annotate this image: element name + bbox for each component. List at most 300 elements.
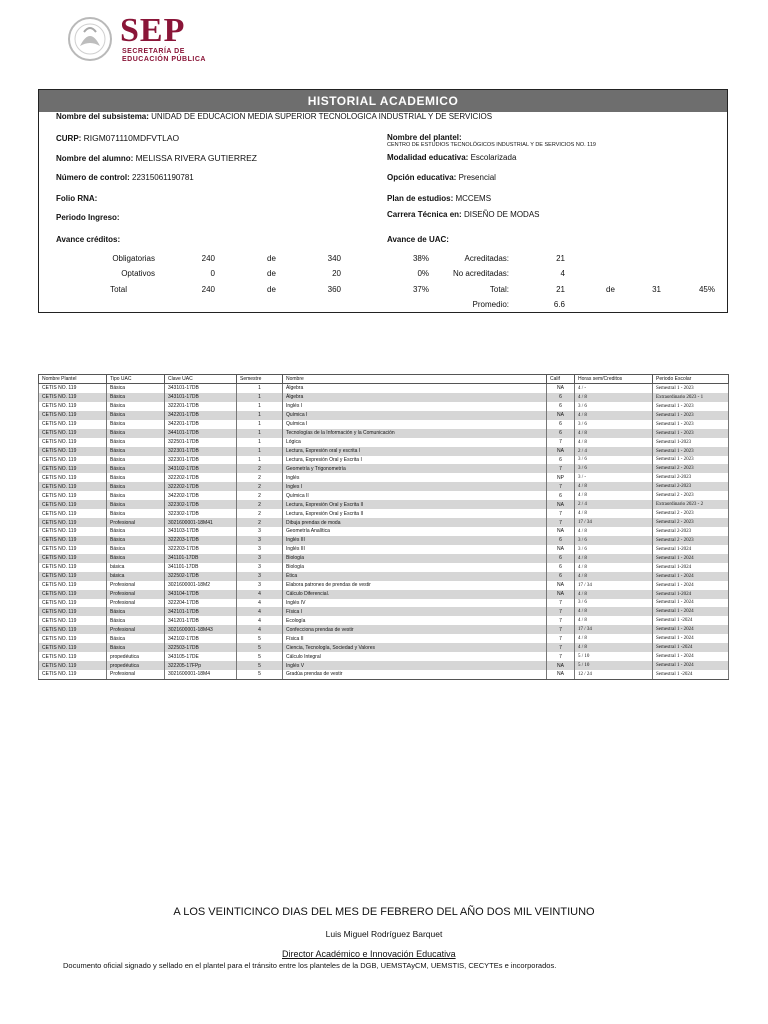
promedio-value: 6.6 <box>553 300 565 309</box>
cell-tipo: Básica <box>107 545 165 554</box>
cell-tipo: básica <box>107 563 165 572</box>
table-row <box>39 545 729 554</box>
col-header-semestre: Semestre <box>237 375 283 384</box>
cell-semestre: 4 <box>237 599 283 608</box>
cell-horas: 4 / 8 <box>575 429 653 438</box>
cell-nombre: Física II <box>283 634 547 643</box>
cell-clave: 343102-17DB <box>165 464 237 473</box>
cell-horas: 4 / 8 <box>575 509 653 518</box>
cell-plantel: CETIS NO. 119 <box>39 607 107 616</box>
alumno-value: MELISSA RIVERA GUTIERREZ <box>135 153 257 163</box>
table-row <box>39 563 729 572</box>
cell-tipo: Básica <box>107 384 165 393</box>
cell-tipo: Básica <box>107 447 165 456</box>
cell-nombre: Gradúa prendas de vestir <box>283 670 547 679</box>
cell-tipo: básica <box>107 572 165 581</box>
cell-clave: 322503-17DB <box>165 643 237 652</box>
cell-calif: 7 <box>547 518 575 527</box>
cell-plantel: CETIS NO. 119 <box>39 634 107 643</box>
credit-label: Obligatorias <box>112 254 155 263</box>
carrera-value: DISEÑO DE MODAS <box>463 210 540 219</box>
cell-semestre: 1 <box>237 456 283 465</box>
grades-body <box>39 384 729 680</box>
cell-tipo: Básica <box>107 509 165 518</box>
cell-clave: 3021600001-18M4 <box>165 670 237 679</box>
cell-nombre: Geometría y Trigonometría <box>283 464 547 473</box>
cell-calif: NA <box>547 590 575 599</box>
cell-periodo: Semestral 1 - 2024 <box>653 652 729 661</box>
cell-plantel: CETIS NO. 119 <box>39 402 107 411</box>
cell-semestre: 1 <box>237 420 283 429</box>
cell-periodo: Semestral 2 - 2023 <box>653 464 729 473</box>
opcion-label: Opción educativa: <box>387 173 457 182</box>
table-row <box>39 652 729 661</box>
sep-subtitle-line1: SECRETARÍA DE <box>122 48 185 55</box>
cell-semestre: 1 <box>237 411 283 420</box>
eagle-seal-icon <box>66 16 114 62</box>
cell-plantel: CETIS NO. 119 <box>39 661 107 670</box>
plantel-label: Nombre del plantel: <box>387 133 462 142</box>
cell-tipo: Básica <box>107 464 165 473</box>
cell-calif: NP <box>547 473 575 482</box>
cell-plantel: CETIS NO. 119 <box>39 438 107 447</box>
cell-periodo: Semestral 1 - 2023 <box>653 420 729 429</box>
cell-horas: 4 / 8 <box>575 554 653 563</box>
cell-calif: 6 <box>547 393 575 402</box>
table-row <box>39 527 729 536</box>
plantel-field <box>387 133 462 142</box>
cell-tipo: Básica <box>107 411 165 420</box>
table-row <box>39 500 729 509</box>
cell-periodo: Semestral 1 - 2024 <box>653 599 729 608</box>
cell-periodo: Semestral 1-2024 <box>653 545 729 554</box>
cell-clave: 322302-17DB <box>165 509 237 518</box>
cell-tipo: propedéutica <box>107 652 165 661</box>
cell-calif: 6 <box>547 429 575 438</box>
cell-nombre: Física I <box>283 607 547 616</box>
cell-tipo: Básica <box>107 500 165 509</box>
cell-tipo: Básica <box>107 482 165 491</box>
cell-calif: 6 <box>547 420 575 429</box>
cell-calif: NA <box>547 527 575 536</box>
cell-plantel: CETIS NO. 119 <box>39 411 107 420</box>
cell-plantel: CETIS NO. 119 <box>39 429 107 438</box>
cell-calif: NA <box>547 661 575 670</box>
cell-horas: 17 / 34 <box>575 625 653 634</box>
cell-nombre: Confecciona prendas de vestir <box>283 625 547 634</box>
uac-value: 21 <box>556 285 565 294</box>
table-row <box>39 384 729 393</box>
table-row <box>39 464 729 473</box>
cell-horas: 4 / 8 <box>575 411 653 420</box>
table-row <box>39 554 729 563</box>
cell-clave: 342201-17DB <box>165 420 237 429</box>
cell-semestre: 3 <box>237 536 283 545</box>
cell-periodo: Semestral 1 -2024 <box>653 616 729 625</box>
cell-nombre: Cálculo Integral <box>283 652 547 661</box>
plan-label: Plan de estudios: <box>387 194 454 203</box>
table-row <box>39 536 729 545</box>
cell-periodo: Extraordinario 2023 - 1 <box>653 393 729 402</box>
cell-periodo: Semestral 1 - 2024 <box>653 572 729 581</box>
table-row <box>39 581 729 590</box>
sep-logo <box>66 12 236 63</box>
cell-tipo: Profesional <box>107 625 165 634</box>
cell-clave: 322501-17DB <box>165 438 237 447</box>
cell-calif: 7 <box>547 438 575 447</box>
cell-semestre: 3 <box>237 563 283 572</box>
cell-horas: 17 / 34 <box>575 581 653 590</box>
cell-plantel: CETIS NO. 119 <box>39 545 107 554</box>
credit-pct: 37% <box>412 285 429 294</box>
cell-nombre: Álgebra <box>283 393 547 402</box>
cell-plantel: CETIS NO. 119 <box>39 500 107 509</box>
cell-tipo: Básica <box>107 554 165 563</box>
cell-nombre: Lectura, Expresión Oral y Escrita I <box>283 456 547 465</box>
col-header-tipo: Tipo UAC <box>107 375 165 384</box>
cell-plantel: CETIS NO. 119 <box>39 456 107 465</box>
table-row <box>39 509 729 518</box>
cell-horas: 4 / 8 <box>575 482 653 491</box>
cell-periodo: Semestral 1 - 2024 <box>653 634 729 643</box>
opcion-value: Presencial <box>458 173 496 182</box>
cell-nombre: Inglés IV <box>283 599 547 608</box>
cell-nombre: Inglés I <box>283 402 547 411</box>
cell-plantel: CETIS NO. 119 <box>39 482 107 491</box>
cell-nombre: Química I <box>283 411 547 420</box>
cell-horas: 3 / 6 <box>575 420 653 429</box>
carrera-label: Carrera Técnica en: <box>387 210 462 219</box>
cell-clave: 342101-17DB <box>165 607 237 616</box>
cell-semestre: 1 <box>237 438 283 447</box>
credit-pct: 0% <box>417 269 429 278</box>
cell-calif: 6 <box>547 456 575 465</box>
cell-tipo: Básica <box>107 491 165 500</box>
cell-clave: 322204-17DB <box>165 599 237 608</box>
cell-calif: 7 <box>547 625 575 634</box>
cell-horas: 3 / 6 <box>575 599 653 608</box>
cell-nombre: Lectura, Expresión Oral y Escrita II <box>283 509 547 518</box>
cell-semestre: 2 <box>237 491 283 500</box>
cell-horas: 3 / - <box>575 473 653 482</box>
cell-periodo: Semestral 1 - 2023 <box>653 402 729 411</box>
cell-nombre: Geometría Analítica <box>283 527 547 536</box>
creditos-label: Avance créditos: <box>56 235 121 244</box>
cell-clave: 322302-17DB <box>165 500 237 509</box>
cell-clave: 341201-17DB <box>165 616 237 625</box>
cell-plantel: CETIS NO. 119 <box>39 652 107 661</box>
cell-semestre: 5 <box>237 643 283 652</box>
cell-horas: 4 / 8 <box>575 563 653 572</box>
uac-label-text: Total: <box>489 285 509 294</box>
uac-de: de <box>606 285 615 294</box>
table-row <box>39 402 729 411</box>
table-row <box>39 491 729 500</box>
cell-periodo: Semestral 1-2024 <box>653 563 729 572</box>
cell-periodo: Semestral 1 - 2023 <box>653 447 729 456</box>
closing-statement: A LOS VEINTICINCO DIAS DEL MES DE FEBRERO DEL AÑO DOS MIL VEINTIUNO <box>173 906 595 918</box>
cell-tipo: Profesional <box>107 590 165 599</box>
cell-semestre: 4 <box>237 590 283 599</box>
cell-periodo: Extraordinario 2023 - 2 <box>653 500 729 509</box>
cell-nombre: Cálculo Diferencial. <box>283 590 547 599</box>
cell-semestre: 2 <box>237 482 283 491</box>
cell-semestre: 1 <box>237 402 283 411</box>
table-row <box>39 643 729 652</box>
cell-horas: 4 / 8 <box>575 393 653 402</box>
curp-label: CURP: <box>56 134 82 143</box>
cell-horas: 3 / 6 <box>575 536 653 545</box>
cell-horas: 4 / 8 <box>575 491 653 500</box>
cell-clave: 322203-17DB <box>165 536 237 545</box>
cell-tipo: Básica <box>107 429 165 438</box>
cell-horas: 17 / 34 <box>575 518 653 527</box>
cell-clave: 3021600001-18M43 <box>165 625 237 634</box>
sep-wordmark: SEP <box>120 12 186 49</box>
cell-calif: 7 <box>547 464 575 473</box>
cell-calif: 7 <box>547 634 575 643</box>
cell-nombre: Álgebra <box>283 384 547 393</box>
cell-horas: 5 / 10 <box>575 652 653 661</box>
credit-value: 240 <box>201 254 215 263</box>
credit-total: 340 <box>327 254 341 263</box>
cell-calif: 7 <box>547 643 575 652</box>
cell-calif: 6 <box>547 536 575 545</box>
cell-clave: 3021600001-18M41 <box>165 518 237 527</box>
cell-nombre: Ciencia, Tecnología, Sociedad y Valores <box>283 643 547 652</box>
cell-calif: NA <box>547 581 575 590</box>
table-row <box>39 634 729 643</box>
periodo-field <box>56 213 120 222</box>
cell-plantel: CETIS NO. 119 <box>39 536 107 545</box>
table-row <box>39 590 729 599</box>
cell-horas: 4 / 8 <box>575 590 653 599</box>
cell-horas: 3 / 6 <box>575 402 653 411</box>
cell-horas: 4 / 8 <box>575 616 653 625</box>
modalidad-label: Modalidad educativa: <box>387 153 469 162</box>
plantel-value: CENTRO DE ESTUDIOS TECNOLÓGICOS INDUSTRIAL Y DE SERVICIOS NO. 119 <box>387 142 596 148</box>
grades-header-row <box>39 375 729 384</box>
cell-periodo: Semestral 2-2023 <box>653 482 729 491</box>
cell-semestre: 2 <box>237 518 283 527</box>
cell-tipo: Básica <box>107 438 165 447</box>
cell-calif: 7 <box>547 607 575 616</box>
cell-tipo: Básica <box>107 643 165 652</box>
cell-horas: 4 / - <box>575 384 653 393</box>
cell-clave: 343103-17DB <box>165 527 237 536</box>
legal-note: Documento oficial signado y sellado en el plantel para el tránsito entre los planteles de la DGB, UEMSTAyCM, UEMSTIS, CECYTEs e incorporados. <box>63 961 557 970</box>
credit-de: de <box>267 254 276 263</box>
cell-nombre: Biología <box>283 563 547 572</box>
cell-semestre: 3 <box>237 581 283 590</box>
cell-tipo: Básica <box>107 456 165 465</box>
cell-clave: 343101-17DB <box>165 393 237 402</box>
cell-calif: NA <box>547 500 575 509</box>
cell-nombre: Ética <box>283 572 547 581</box>
cell-horas: 2 / 4 <box>575 447 653 456</box>
table-row <box>39 429 729 438</box>
cell-tipo: propedéutica <box>107 661 165 670</box>
cell-plantel: CETIS NO. 119 <box>39 554 107 563</box>
cell-clave: 344101-17DB <box>165 429 237 438</box>
col-header-nombre: Nombre <box>283 375 547 384</box>
cell-tipo: Básica <box>107 473 165 482</box>
cell-periodo: Semestral 1 - 2023 <box>653 456 729 465</box>
cell-calif: NA <box>547 384 575 393</box>
cell-periodo: Semestral 1-2024 <box>653 590 729 599</box>
periodo-label: Periodo Ingreso: <box>56 213 120 222</box>
cell-nombre: Biología <box>283 554 547 563</box>
cell-plantel: CETIS NO. 119 <box>39 599 107 608</box>
table-row <box>39 518 729 527</box>
cell-periodo: Semestral 2 - 2023 <box>653 491 729 500</box>
uac-label-text: No acreditadas: <box>452 269 509 278</box>
cell-periodo: Semestral 1 - 2024 <box>653 625 729 634</box>
grades-table <box>38 374 729 680</box>
cell-semestre: 2 <box>237 509 283 518</box>
cell-semestre: 4 <box>237 625 283 634</box>
col-header-plantel: Nombre Plantel <box>39 375 107 384</box>
credit-de: de <box>267 269 276 278</box>
col-header-periodo: Periodo Escolar <box>653 375 729 384</box>
cell-semestre: 3 <box>237 527 283 536</box>
cell-clave: 341101-17DB <box>165 554 237 563</box>
cell-clave: 342201-17DB <box>165 411 237 420</box>
cell-plantel: CETIS NO. 119 <box>39 447 107 456</box>
cell-semestre: 5 <box>237 661 283 670</box>
cell-tipo: Profesional <box>107 670 165 679</box>
cell-tipo: Básica <box>107 393 165 402</box>
uac-total: 31 <box>652 285 661 294</box>
credit-value: 240 <box>201 285 215 294</box>
uac-pct: 45% <box>698 285 715 294</box>
cell-clave: 322301-17DB <box>165 456 237 465</box>
cell-tipo: Básica <box>107 536 165 545</box>
academic-record-box <box>38 89 728 313</box>
uac-value: 21 <box>556 254 565 263</box>
credit-total: 360 <box>327 285 341 294</box>
col-header-calif: Calif <box>547 375 575 384</box>
cell-horas: 4 / 8 <box>575 572 653 581</box>
uac-label-text: Acreditadas: <box>464 254 509 263</box>
cell-plantel: CETIS NO. 119 <box>39 420 107 429</box>
cell-semestre: 5 <box>237 652 283 661</box>
cell-plantel: CETIS NO. 119 <box>39 393 107 402</box>
cell-plantel: CETIS NO. 119 <box>39 643 107 652</box>
record-title: HISTORIAL ACADEMICO <box>39 90 727 112</box>
cell-semestre: 2 <box>237 500 283 509</box>
table-row <box>39 607 729 616</box>
opcion-field <box>387 173 496 182</box>
cell-nombre: Lectura, Expresión oral y escrita I <box>283 447 547 456</box>
cell-calif: 7 <box>547 599 575 608</box>
cell-nombre: Elabora patrones de prendas de vestir <box>283 581 547 590</box>
cell-horas: 5 / 10 <box>575 661 653 670</box>
table-row <box>39 438 729 447</box>
cell-tipo: Básica <box>107 420 165 429</box>
cell-plantel: CETIS NO. 119 <box>39 509 107 518</box>
cell-nombre: Lectura, Expresión Oral y Escrita II <box>283 500 547 509</box>
cell-nombre: Inglés III <box>283 545 547 554</box>
cell-calif: NA <box>547 545 575 554</box>
cell-semestre: 5 <box>237 634 283 643</box>
curp-field <box>56 133 179 143</box>
cell-periodo: Semestral 2 - 2023 <box>653 536 729 545</box>
cell-clave: 322502-17DB <box>165 572 237 581</box>
table-row <box>39 411 729 420</box>
cell-semestre: 4 <box>237 607 283 616</box>
table-row <box>39 670 729 679</box>
table-row <box>39 625 729 634</box>
cell-nombre: Inglés <box>283 473 547 482</box>
modalidad-value: Escolarizada <box>470 153 517 162</box>
cell-periodo: Semestral 2-2023 <box>653 473 729 482</box>
cell-plantel: CETIS NO. 119 <box>39 518 107 527</box>
cell-clave: 322201-17DB <box>165 402 237 411</box>
table-row <box>39 393 729 402</box>
cell-plantel: CETIS NO. 119 <box>39 473 107 482</box>
cell-plantel: CETIS NO. 119 <box>39 670 107 679</box>
cell-calif: 7 <box>547 509 575 518</box>
cell-calif: NA <box>547 447 575 456</box>
cell-clave: 322202-17DB <box>165 473 237 482</box>
curp-value: RIGM071110MDFVTLAO <box>83 133 180 143</box>
cell-calif: 6 <box>547 402 575 411</box>
cell-periodo: Semestral 1 -2024 <box>653 643 729 652</box>
cell-plantel: CETIS NO. 119 <box>39 384 107 393</box>
cell-periodo: Semestral 1 -2024 <box>653 670 729 679</box>
cell-clave: 322301-17DB <box>165 447 237 456</box>
folio-field <box>56 194 97 203</box>
folio-label: Folio RNA: <box>56 194 98 203</box>
cell-periodo: Semestral 1-2023 <box>653 438 729 447</box>
signer-name: Luis Miguel Rodríguez Barquet <box>325 929 443 939</box>
cell-clave: 343101-17DB <box>165 384 237 393</box>
cell-horas: 4 / 8 <box>575 607 653 616</box>
col-header-clave: Clave UAC <box>165 375 237 384</box>
cell-plantel: CETIS NO. 119 <box>39 625 107 634</box>
cell-semestre: 2 <box>237 473 283 482</box>
cell-semestre: 1 <box>237 447 283 456</box>
cell-tipo: Básica <box>107 527 165 536</box>
plan-field <box>387 194 491 203</box>
table-row <box>39 420 729 429</box>
cell-plantel: CETIS NO. 119 <box>39 491 107 500</box>
sep-subtitle <box>122 48 206 64</box>
control-field <box>56 173 194 182</box>
cell-calif: 6 <box>547 572 575 581</box>
cell-nombre: Ecología <box>283 616 547 625</box>
table-row <box>39 456 729 465</box>
credit-pct: 38% <box>412 254 429 263</box>
cell-plantel: CETIS NO. 119 <box>39 616 107 625</box>
table-row <box>39 599 729 608</box>
cell-clave: 322205-17FPp <box>165 661 237 670</box>
cell-plantel: CETIS NO. 119 <box>39 572 107 581</box>
cell-periodo: Semestral 1 - 2024 <box>653 607 729 616</box>
cell-tipo: Básica <box>107 634 165 643</box>
cell-horas: 4 / 8 <box>575 634 653 643</box>
cell-horas: 2 / 4 <box>575 500 653 509</box>
cell-periodo: Semestral 1 - 2024 <box>653 581 729 590</box>
cell-calif: 7 <box>547 652 575 661</box>
cell-nombre: Inglés III <box>283 536 547 545</box>
cell-periodo: Semestral 2 - 2023 <box>653 509 729 518</box>
promedio-label: Promedio: <box>472 300 509 309</box>
cell-calif: 6 <box>547 491 575 500</box>
carrera-field <box>387 210 540 219</box>
cell-semestre: 3 <box>237 554 283 563</box>
